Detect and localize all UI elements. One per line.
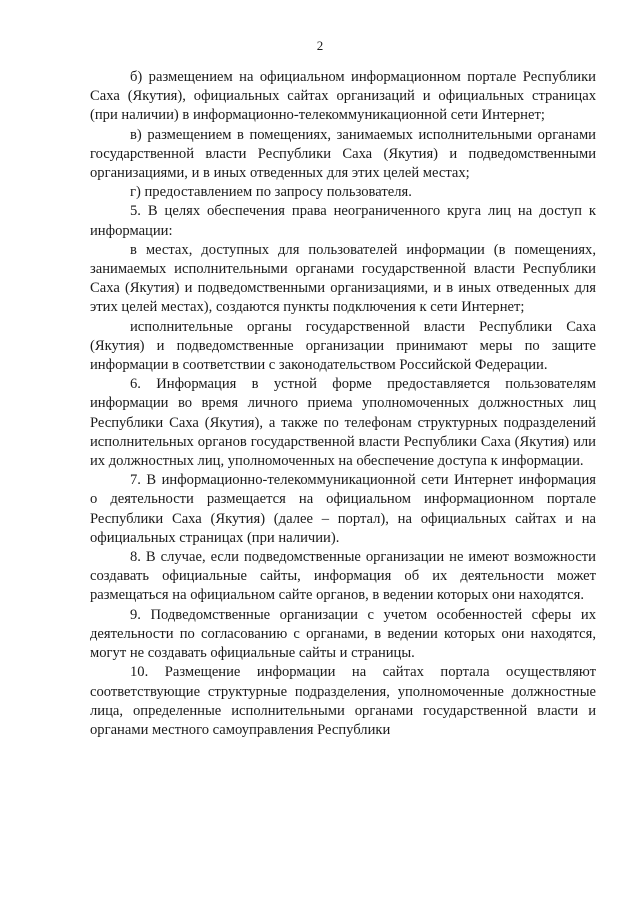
paragraph-6: 6. Информация в устной форме предоставляется пользователям информации во время личного приема уполномоченных должностных лиц Республики Саха (Якутия), а также по телефонам структурных подразделений исполнительных органов государственной власти Республики Саха (Якутия) или их должностных лиц, уполномоченных на обеспечение доступа к информации. [90,376,596,470]
paragraph-9: 9. Подведомственные организации с учетом особенностей сферы их деятельности по согласованию с органами, в ведении которых они находятся, могут не создавать официальные сайты и страницы. [90,606,596,662]
paragraph-5-connection-points: в местах, доступных для пользователей информации (в помещениях, занимаемых исполнительными органами государственной власти Республики Саха (Якутия) и подведомственными организациями, и в иных отведенных для этих целей местах), создаются пункты подключения к сети Интернет; [90,241,596,316]
page-number: 2 [316,38,324,53]
paragraph-7: 7. В информационно-телекоммуникационной сети Интернет информация о деятельности размещается на официальном информационном портале Республики Саха (Якутия) (далее – портал), на официальных сайтах и на официальных страницах (при наличии). [90,472,596,546]
paragraph-b: б) размещением на официальном информационном портале Республики Саха (Якутия), официальных сайтах организаций и официальных страницах (при наличии) в информационно-телекоммуникационной сети Интернет; [90,69,596,124]
paragraph-g: г) предоставлением по запросу пользователя. [130,184,412,201]
paragraph-v: в) размещением в помещениях, занимаемых исполнительными органами государственной власти Республики Саха (Якутия) и подведомственными организациями, и в иных отведенных для этих целей местах; [90,126,596,182]
paragraph-10: 10. Размещение информации на сайтах портала осуществляют соответствующие структурные подразделения, уполномоченные должностные лица, определенные исполнительными органами государственной власти и органами местного самоуправления Республики [90,664,596,738]
paragraph-5: 5. В целях обеспечения права неограниченного круга лиц на доступ к информации: [90,203,596,239]
document-body [90,68,596,740]
paragraph-8: 8. В случае, если подведомственные организации не имеют возможности создавать официальные сайты, информация об их деятельности может размещаться на официальном сайте органов, в ведении которых они находятся. [90,549,596,604]
paragraph-5-protection: исполнительные органы государственной власти Республики Саха (Якутия) и подведомственные организации принимают меры по защите информации в соответствии с законодательством Российской Федерации. [90,318,596,374]
